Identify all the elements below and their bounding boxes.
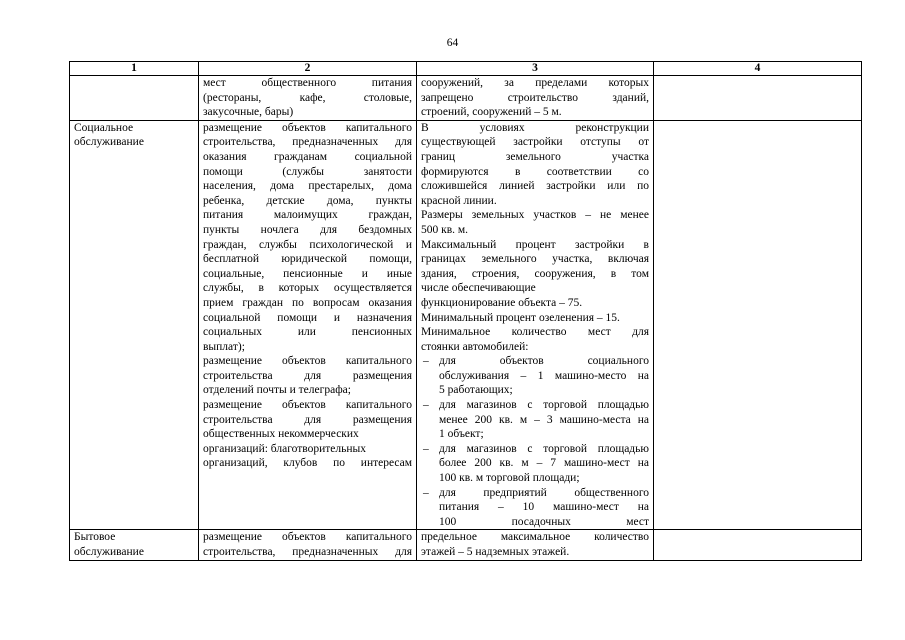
text-line: 100 посадочных мест bbox=[439, 515, 649, 528]
text-line: здания, строения, сооружения, в том bbox=[421, 267, 649, 280]
parking-list-item bbox=[421, 486, 649, 530]
text-line: оказания гражданам социальной bbox=[203, 150, 412, 163]
social-services-uses bbox=[199, 120, 417, 530]
text-line: существующей застройки отступы от bbox=[421, 136, 649, 149]
text-line: для магазинов с торговой площадью bbox=[439, 399, 649, 412]
text-line: менее 200 кв. м – 3 машино-места на bbox=[439, 413, 649, 426]
text-line: отделений почты и телеграфа; bbox=[203, 384, 351, 397]
text-line: социальной помощи и назначения bbox=[203, 311, 412, 324]
social-parameters-text bbox=[421, 121, 649, 355]
text-line: обслуживания – 1 машино-место на bbox=[439, 369, 649, 382]
text-line: строительства, предназначенных для bbox=[203, 136, 412, 149]
table-header-row bbox=[70, 62, 862, 76]
text-line: размещение объектов капитального bbox=[203, 355, 412, 368]
header-col-3: 3 bbox=[417, 62, 654, 76]
text-line: Социальное bbox=[74, 121, 134, 134]
parking-list-item bbox=[421, 398, 649, 442]
text-line: 5 работающих; bbox=[439, 384, 513, 397]
text-line: этажей – 5 надземных этажей. bbox=[421, 546, 570, 558]
continuation-col-2 bbox=[199, 76, 417, 121]
text-line: Бытовое bbox=[74, 531, 116, 544]
text-line: красной линии. bbox=[421, 194, 497, 207]
text-line: прием граждан по вопросам оказания bbox=[203, 296, 412, 309]
text-line: границ земельного участка bbox=[421, 150, 649, 163]
header-col-4: 4 bbox=[654, 62, 862, 76]
text-line: обслуживание bbox=[74, 136, 144, 149]
text-line: более 200 кв. м – 7 машино-мест на bbox=[439, 457, 649, 470]
dash-bullet-icon: – bbox=[423, 399, 429, 412]
text-line: функционирование объекта – 75. bbox=[421, 296, 583, 309]
household-services-name bbox=[70, 530, 199, 560]
text-line: сооружений, за пределами которых bbox=[421, 77, 649, 89]
text-line: питания – 10 машино-мест на bbox=[439, 501, 649, 514]
dash-bullet-icon: – bbox=[423, 442, 429, 455]
text-line: питания малоимущих граждан, bbox=[203, 209, 412, 222]
text-line: закусочные, бары) bbox=[203, 106, 294, 119]
text-line: размещение объектов капитального bbox=[203, 399, 412, 412]
text-line: предельное максимальное количество bbox=[421, 531, 649, 544]
zoning-table bbox=[69, 61, 862, 561]
text-line: населения, дома престарелых, дома bbox=[203, 180, 412, 193]
text-line: Максимальный процент застройки в bbox=[421, 238, 649, 251]
text-line: для объектов социального bbox=[439, 355, 649, 368]
text-line: службы, в которых осуществляется bbox=[203, 282, 412, 295]
text-line: строительства для размещения bbox=[203, 369, 412, 382]
header-col-2: 2 bbox=[199, 62, 417, 76]
text-line: В условиях реконструкции bbox=[421, 121, 649, 134]
text-line: 100 кв. м торговой площади; bbox=[439, 472, 580, 485]
text-line: ребенка, детские дома, пункты bbox=[203, 194, 412, 207]
text-line: обслуживание bbox=[74, 546, 144, 558]
text-line: пункты ночлега для бездомных bbox=[203, 223, 412, 236]
header-col-1: 1 bbox=[70, 62, 199, 76]
text-line: выплат); bbox=[203, 340, 245, 353]
text-line: организаций, клубов по интересам bbox=[203, 457, 412, 470]
table-row-household-services bbox=[70, 530, 862, 560]
text-line: (рестораны, кафе, столовые, bbox=[203, 91, 412, 104]
table-row-continuation bbox=[70, 76, 862, 121]
parking-list-item bbox=[421, 442, 649, 486]
parking-list-item bbox=[421, 354, 649, 398]
text-line: строений, сооружений – 5 м. bbox=[421, 106, 562, 119]
dash-bullet-icon: – bbox=[423, 355, 429, 368]
social-services-col-4 bbox=[654, 120, 862, 530]
text-line: 500 кв. м. bbox=[421, 223, 469, 236]
text-line: социальные, пенсионные и иные bbox=[203, 267, 412, 280]
text-line: помощи (службы занятости bbox=[203, 165, 412, 178]
social-services-parameters bbox=[417, 120, 654, 530]
page-number: 64 bbox=[446, 37, 459, 49]
household-services-parameters bbox=[417, 530, 654, 560]
text-line: 1 объект; bbox=[439, 428, 484, 441]
text-line: размещение объектов капитального bbox=[203, 121, 412, 134]
text-line: границах земельного участка, включая bbox=[421, 253, 649, 266]
household-services-uses bbox=[199, 530, 417, 560]
text-line: запрещено строительство зданий, bbox=[421, 91, 649, 104]
text-line: Минимальный процент озеленения – 15. bbox=[421, 311, 620, 324]
text-line: Размеры земельных участков – не менее bbox=[421, 209, 649, 222]
text-line: общественных некоммерческих bbox=[203, 428, 359, 441]
continuation-col-4 bbox=[654, 76, 862, 121]
text-line: строительства, предназначенных для bbox=[203, 546, 412, 558]
text-line: социальных или пенсионных bbox=[203, 326, 412, 339]
text-line: строительства для размещения bbox=[203, 413, 412, 426]
text-line: размещение объектов капитального bbox=[203, 531, 412, 544]
text-line: Минимальное количество мест для bbox=[421, 326, 649, 339]
social-services-name bbox=[70, 120, 199, 530]
text-line: стоянки автомобилей: bbox=[421, 340, 529, 353]
text-line: граждан, службы психологической и bbox=[203, 238, 412, 251]
text-line: сложившейся линией застройки или по bbox=[421, 180, 649, 193]
text-line: для предприятий общественного bbox=[439, 486, 649, 499]
continuation-col-1 bbox=[70, 76, 199, 121]
text-line: для магазинов с торговой площадью bbox=[439, 442, 649, 455]
text-line: формируются в соответствии со bbox=[421, 165, 649, 178]
text-line: мест общественного питания bbox=[203, 77, 412, 89]
household-services-col-4 bbox=[654, 530, 862, 560]
text-line: числе обеспечивающие bbox=[421, 282, 536, 295]
continuation-col-3 bbox=[417, 76, 654, 121]
parking-list bbox=[421, 354, 649, 529]
table-row-social-services bbox=[70, 120, 862, 530]
text-line: бесплатной юридической помощи, bbox=[203, 253, 412, 266]
text-line: организаций: благотворительных bbox=[203, 442, 367, 455]
dash-bullet-icon: – bbox=[423, 486, 429, 499]
